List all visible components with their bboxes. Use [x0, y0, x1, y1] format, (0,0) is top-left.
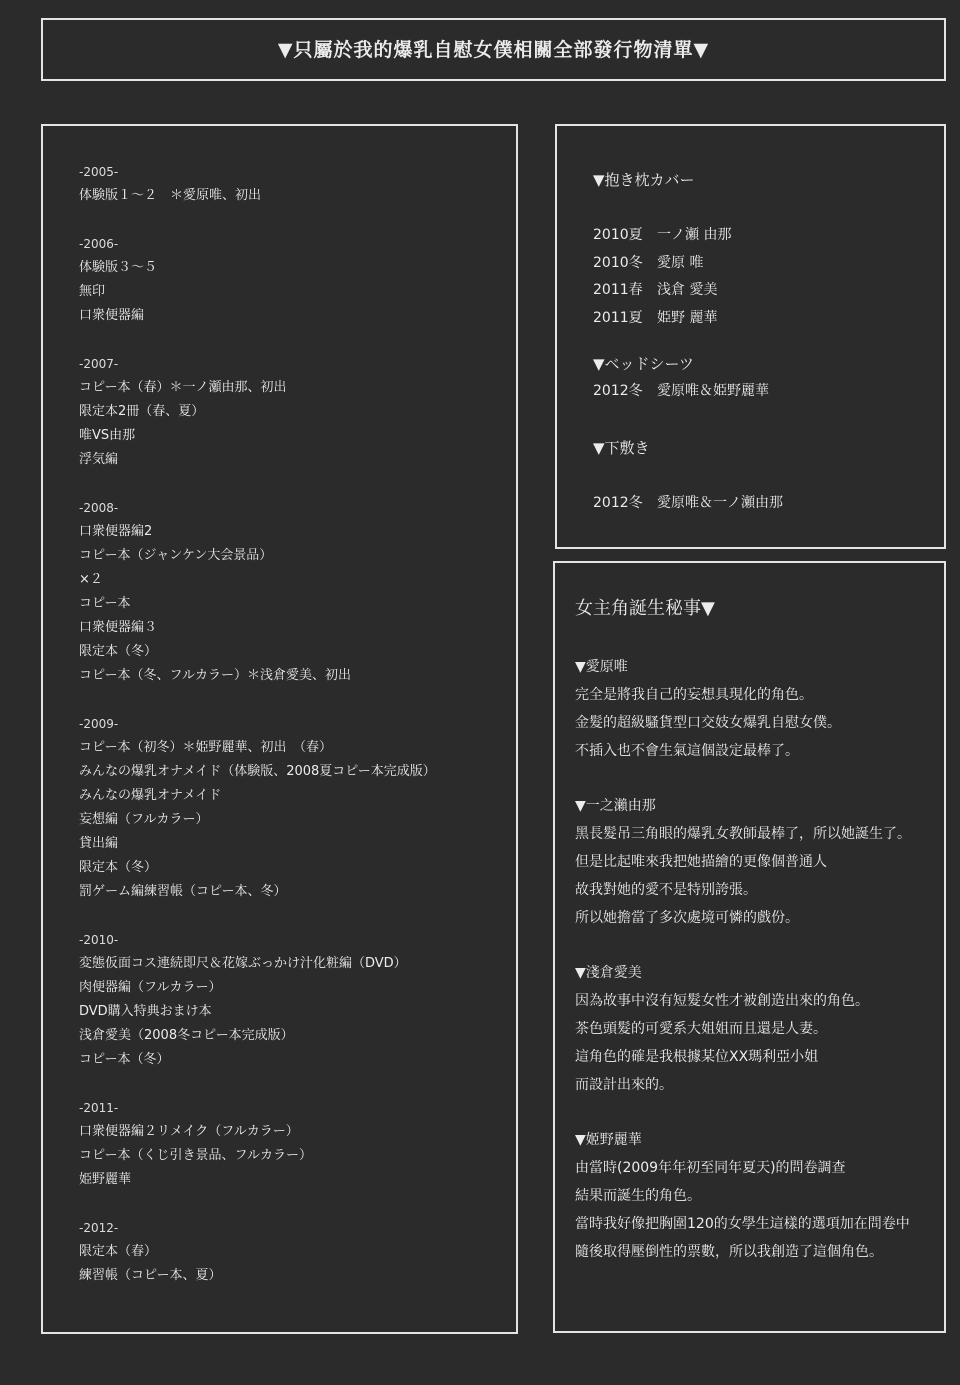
- publication-item: 変態仮面コス連続即尺＆花嫁ぶっかけ汁化粧編（DVD）: [79, 956, 407, 971]
- character-heading: ▼愛原唯: [575, 659, 628, 675]
- publication-item: 肉便器編（フルカラー）: [79, 980, 222, 995]
- publication-item: 罰ゲーム編練習帳（コピー本、冬）: [79, 884, 287, 899]
- heroine-secrets: [575, 595, 938, 1293]
- year-group: [79, 712, 506, 904]
- year-label: -2011-: [79, 1101, 119, 1115]
- year-label: -2008-: [79, 501, 119, 515]
- year-label: -2007-: [79, 357, 119, 371]
- pillow-row: [593, 250, 934, 278]
- character-heading: ▼一之瀨由那: [575, 798, 656, 814]
- character-description-line: 但是比起唯來我把她描繪的更像個普通人: [575, 854, 827, 870]
- publication-item: コピー本（ジャンケン大会景品）: [79, 548, 273, 563]
- character-name: 姫野 麗華: [657, 309, 718, 326]
- character-name: 愛原 唯: [657, 254, 704, 271]
- publication-item: 口衆便器編: [79, 308, 145, 323]
- character-description-line: 隨後取得壓倒性的票數，所以我創造了這個角色。: [575, 1244, 883, 1260]
- character-heading: ▼姬野麗華: [575, 1132, 642, 1148]
- year-label: -2005-: [79, 165, 119, 179]
- publication-item: DVD購入特典おまけ本: [79, 1004, 212, 1019]
- publication-item: 限定本（春）: [79, 1244, 158, 1259]
- season-label: 2012冬: [593, 383, 643, 399]
- character-section: [575, 792, 938, 932]
- publication-item: 限定本2冊（春、夏）: [79, 404, 205, 419]
- publication-item: コピー本: [79, 596, 131, 611]
- character-list: [575, 653, 938, 1266]
- character-description-line: 茶色頭髮的可愛系大姐姐而且還是人妻。: [575, 1021, 827, 1037]
- character-description-line: 由當時(2009年年初至同年夏天)的問卷調查: [575, 1160, 846, 1176]
- publication-item: 限定本（冬）: [79, 644, 158, 659]
- year-group: [79, 928, 506, 1072]
- publication-item: みんなの爆乳オナメイド（体験版、2008夏コピー本完成版）: [79, 764, 436, 779]
- character-description-line: 故我對她的愛不是特別誇張。: [575, 882, 757, 898]
- publication-item: コピー本（春）＊一ノ瀬由那、初出: [79, 380, 287, 395]
- publication-item: コピー本（冬）: [79, 1052, 170, 1067]
- character-name: 愛原唯＆姫野麗華: [657, 383, 769, 399]
- character-description-line: 當時我好像把胸圍120的女學生這樣的選項加在問卷中: [575, 1216, 910, 1232]
- publication-item: 練習帳（コピー本、夏）: [79, 1268, 222, 1283]
- character-section: [575, 653, 938, 765]
- mat-row: [593, 490, 934, 518]
- title-box: [41, 18, 946, 81]
- publication-item: 姫野麗華: [79, 1172, 132, 1187]
- heroine-secrets-box: [553, 561, 946, 1333]
- character-description-line: 這角色的確是我根據某位XX瑪利亞小姐: [575, 1049, 819, 1065]
- year-label: -2010-: [79, 933, 119, 947]
- season-label: 2011夏: [593, 309, 643, 326]
- year-group: [79, 160, 506, 208]
- bedsheet-heading: ▼ベッドシーツ: [593, 355, 694, 373]
- publication-item: 体験版３～５: [79, 260, 158, 275]
- character-name: 愛原唯＆一ノ瀬由那: [657, 494, 783, 511]
- character-description-line: 金髮的超級騷貨型口交妓女爆乳自慰女僕。: [575, 715, 841, 731]
- character-description-line: 完全是將我自己的妄想具現化的角色。: [575, 687, 813, 703]
- season-label: 2010冬: [593, 254, 643, 271]
- character-description-line: 黑長髮吊三角眼的爆乳女教師最棒了，所以她誕生了。: [575, 826, 911, 842]
- character-name: 一ノ瀬 由那: [657, 227, 732, 243]
- year-label: -2012-: [79, 1221, 119, 1235]
- character-heading: ▼淺倉愛美: [575, 965, 642, 981]
- bedsheet-row: [593, 378, 934, 406]
- publication-item: 限定本（冬）: [79, 860, 158, 875]
- character-description-line: 而設計出來的。: [575, 1077, 673, 1093]
- page-title: ▼只屬於我的爆乳自慰女僕相關全部發行物清單▼: [277, 39, 710, 61]
- secrets-title: 女主角誕生秘事▼: [575, 598, 715, 619]
- publication-item: 貸出編: [79, 836, 119, 851]
- publication-item: コピー本（くじ引き景品、フルカラー）: [79, 1148, 312, 1163]
- publication-list: [79, 160, 506, 1312]
- pillow-rows: [593, 222, 934, 332]
- character-description-line: 因為故事中沒有短髮女性才被創造出來的角色。: [575, 993, 869, 1009]
- publication-item: コピー本（初冬）＊姫野麗華、初出 （春）: [79, 740, 332, 755]
- mat-rows: [593, 490, 934, 518]
- year-group: [79, 1096, 506, 1192]
- year-label: -2009-: [79, 717, 119, 731]
- pillow-heading: ▼抱き枕カバー: [593, 171, 695, 189]
- character-section: [575, 1126, 938, 1266]
- year-label: -2006-: [79, 237, 119, 251]
- character-description-line: 所以她擔當了多次處境可憐的戲份。: [575, 910, 799, 926]
- year-group: [79, 496, 506, 688]
- season-label: 2011春: [593, 282, 643, 298]
- publication-item: コピー本（冬、フルカラー）＊浅倉愛美、初出: [79, 668, 351, 683]
- publication-list-box: [41, 124, 518, 1334]
- publication-item: 体験版１～２ ＊愛原唯、初出: [79, 188, 262, 203]
- pillow-row: [593, 305, 934, 333]
- publication-item: 口衆便器編３: [79, 620, 158, 635]
- mat-heading: ▼下敷き: [593, 438, 650, 457]
- season-label: 2010夏: [593, 227, 643, 243]
- character-description-line: 結果而誕生的角色。: [575, 1188, 701, 1204]
- publication-item: 無印: [79, 284, 106, 299]
- character-name: 浅倉 愛美: [657, 282, 718, 298]
- publication-item: 唯VS由那: [79, 428, 136, 443]
- publication-item: ×２: [79, 572, 103, 587]
- year-group: [79, 352, 506, 472]
- bedsheet-rows: [593, 378, 934, 406]
- pillow-row: [593, 277, 934, 305]
- merch-list: [593, 166, 934, 517]
- publication-item: 口衆便器編２リメイク（フルカラー）: [79, 1124, 299, 1139]
- season-label: 2012冬: [593, 494, 643, 511]
- character-section: [575, 959, 938, 1099]
- character-description-line: 不插入也不會生氣這個設定最棒了。: [575, 743, 799, 759]
- publication-item: 浅倉愛美（2008冬コピー本完成版）: [79, 1028, 294, 1043]
- publication-item: 妄想編（フルカラー）: [79, 812, 209, 827]
- publication-item: 浮気編: [79, 452, 119, 467]
- merch-box: [555, 124, 946, 549]
- publication-item: 口衆便器編2: [79, 524, 153, 539]
- year-group: [79, 1216, 506, 1288]
- pillow-row: [593, 222, 934, 250]
- year-group: [79, 232, 506, 328]
- publication-item: みんなの爆乳オナメイド: [79, 788, 222, 803]
